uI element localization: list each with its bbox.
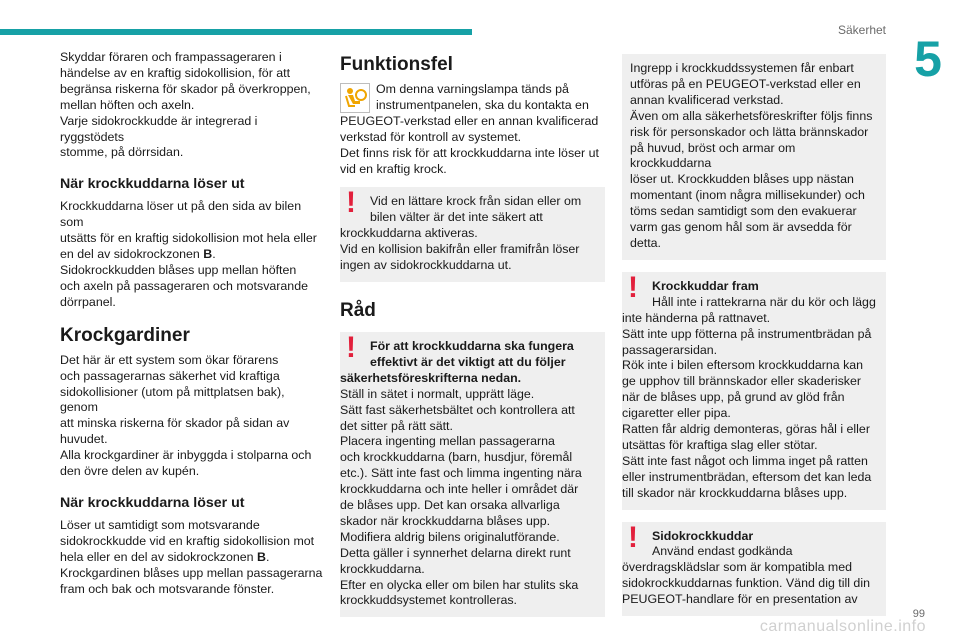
zone-b-label: B [203,247,213,262]
heading-advice: Råd [340,299,376,321]
column-1 [60,50,324,597]
watermark: carmanualsonline.info [759,618,926,635]
zone-b-label-2: B [257,549,266,564]
curtain-intro: Det här är ett system som ökar förarens och passagerarnas säkerhet vid kraftiga sidokollisioner (utom på mittplatsen bak), genom att minska riskerna för skador på sidan av huvudet. Alla krockgardiner är inbyggda i stolparna och den övre delen av kupén. [60,352,312,479]
warning-box-advice: ! För att krockkuddarna ska fungera effektivt är det viktigt att du följer säkerhetsföreskrifterna nedan. Ställ in sätet i normalt, upprätt läge. Sätt fast säkerhetsbältet och kontrollera att det sitter på rätt sätt. Placera ingenting mellan passagerarna och krockkuddarna (barn, husdjur, föremål etc.). Sätt inte fast och limma ingenting nära krockkuddarna och inte heller i området där de blåses upp. Det kan orsaka allvarliga skador när krockkuddarna blåses upp. Modifiera aldrig bilens originalutförande. Detta gäller i synnerhet delarna direkt runt krockkuddarna. Efter en olycka eller om bilen har stulits ska krockkuddsystemet kontrolleras. [340,332,605,617]
section-title: Säkerhet [837,23,886,37]
curtain-deploy-text: Löser ut samtidigt som motsvarande sidokrockkudde vid en kraftig sidokollision mot hela eller en del av sidokrockzonen B. Krockgardinen blåses upp mellan passagerarna fram och bak och motsvarande fönster. [60,517,323,596]
warning-box-side-airbags: ! Sidokrockkuddar Använd endast godkända överdragsklädslar som är kompatibla med sidokrockkuddarnas funktion. Vänd dig till din PEUGEOT-handlare för en presentation av [622,522,886,617]
column-3 [622,57,886,628]
heading-malfunction: Funktionsfel [340,54,453,75]
header-accent-bar [0,29,472,35]
exclamation-icon: ! [628,520,638,554]
page-number: 99 [912,608,925,620]
side-airbag-intro: Skyddar föraren och frampassageraren i händelse av en kraftig sidokollision, för att begränsa riskerna för skador på överkroppen, mellan höften och axeln. Varje sidokrockkudde är integrerad i ryggstödets stomme, på dörrsidan. [60,50,311,160]
heading-curtain-deploy: När krockkuddarna löser ut [60,494,245,511]
heading-curtains: Krockgardiner [60,324,190,346]
chapter-number: 5 [914,31,942,87]
heading-side-deploy: När krockkuddarna löser ut [60,176,245,193]
exclamation-icon: ! [346,186,356,220]
warning-box-front-airbags: ! Krockkuddar fram Håll inte i rattekrarna när du kör och lägg inte händerna på rattnavet. Sätt inte upp fötterna på instrumentbrädan på passagerarsidan. Rök inte i bilen eftersom krockkuddarna kan ge upphov till brännskador eller skaderisker när de blåses upp, på grund av glöd från cigaretter eller pipa. Ratten får aldrig demonteras, göras hål i eller utsättas för kraftiga slag eller stötar. Sätt inte fast något och limma inget på ratten eller instrumentbrädan, eftersom det kan leda till skador när krockkuddarna blåses upp. [622,272,886,510]
column-2 [340,50,605,629]
side-deploy-text: Krockkuddarna löser ut på den sida av bilen som utsätts för en kraftig sidokollision mot hela eller en del av sidokrockzonen B. Sidokrockkudden blåses upp mellan höften och axeln på passageraren och motsvarande dörrpanel. [60,199,317,309]
exclamation-icon: ! [628,270,638,304]
info-box-intervention: Ingrepp i krockkuddssystemen får enbart utföras på en PEUGEOT-verkstad eller en annan kvalificerad verkstad. Även om alla säkerhetsföreskrifter följs finns risk för personskador och lätta brännskador på huvud, bröst och armar om krockkuddarna löser ut. Krockkudden blåses upp nästan momentant (inom några millisekunder) och töms sedan samtidigt som den evakuerar varm gas genom hål som är avsedda för detta. [622,54,886,260]
malfunction-paragraph: Om denna varningslampa tänds på instrumentpanelen, ska du kontakta en PEUGEOT-verkstad eller en annan kvalificerad verkstad för kontroll av systemet. Det finns risk för att krockkuddarna inte löser ut vid en kraftig krock. [340,82,599,176]
exclamation-icon: ! [346,330,356,364]
airbag-warning-lamp-icon [340,83,370,113]
warning-box-light-collision: ! Vid en lättare krock från sidan eller om bilen välter är det inte säkert att krockkuddarna aktiveras. Vid en kollision bakifrån eller framifrån löser ingen av sidokrockkuddarna ut. [340,187,605,282]
